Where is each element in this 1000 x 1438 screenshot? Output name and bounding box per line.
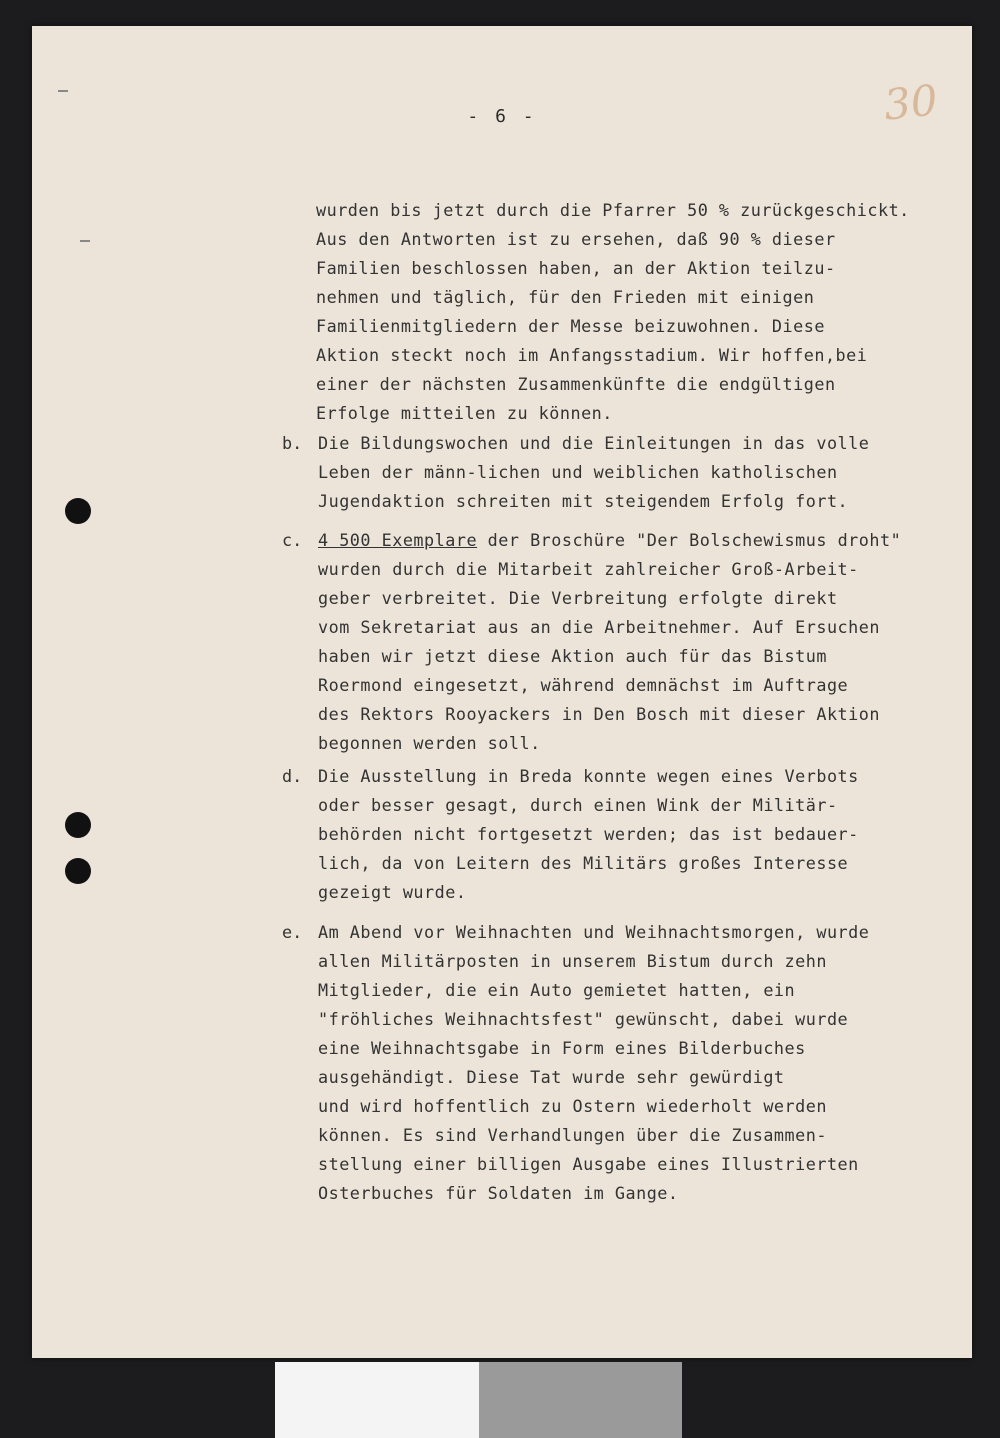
text-line: Die Bildungswochen und die Einleitungen in das volle (318, 433, 870, 453)
text-line: wurden bis jetzt durch die Pfarrer 50 % zurückgeschickt. (316, 200, 910, 220)
document-page (32, 26, 972, 1358)
text-line: Am Abend vor Weihnachten und Weihnachtsmorgen, wurde (318, 922, 870, 942)
text-line: Osterbuches für Soldaten im Gange. (318, 1183, 679, 1203)
calibration-strip-white (275, 1362, 479, 1438)
text-line: Familien beschlossen haben, an der Aktion teilzu- (316, 258, 836, 278)
text-line: gezeigt wurde. (318, 882, 467, 902)
handwritten-folio-number: 30 (881, 75, 940, 130)
text-line: Familienmitgliedern der Messe beizuwohnen. Diese (316, 316, 825, 336)
text-line: können. Es sind Verhandlungen über die Zusammen- (318, 1125, 827, 1145)
text-line: oder besser gesagt, durch einen Wink der Militär- (318, 795, 838, 815)
margin-mark (58, 90, 68, 92)
text-line: Erfolge mitteilen zu können. (316, 403, 613, 423)
text-line: Mitglieder, die ein Auto gemietet hatten, ein (318, 980, 796, 1000)
text-line: eine Weihnachtsgabe in Form eines Bilderbuches (318, 1038, 806, 1058)
punch-hole-middle (65, 812, 91, 838)
margin-mark (80, 240, 90, 242)
text-line: stellung einer billigen Ausgabe eines Illustrierten (318, 1154, 859, 1174)
text-line: Aus den Antworten ist zu ersehen, daß 90 % dieser (316, 229, 836, 249)
text-line: Die Ausstellung in Breda konnte wegen eines Verbots (318, 766, 859, 786)
text-line: lich, da von Leitern des Militärs großes Interesse (318, 853, 849, 873)
text-line: begonnen werden soll. (318, 733, 541, 753)
section-label: b. (282, 433, 303, 453)
calibration-strip-grey (479, 1362, 682, 1438)
text-line: Roermond eingesetzt, während demnächst im Auftrage (318, 675, 849, 695)
text-line: allen Militärposten in unserem Bistum durch zehn (318, 951, 827, 971)
text-line: behörden nicht fortgesetzt werden; das ist bedauer- (318, 824, 859, 844)
text-line: haben wir jetzt diese Aktion auch für das Bistum (318, 646, 827, 666)
underlined-text: 4 500 Exemplare (318, 530, 478, 550)
text-line: Leben der männ-lichen und weiblichen katholischen (318, 462, 838, 482)
text-line: vom Sekretariat aus an die Arbeitnehmer. Auf Ersuchen (318, 617, 880, 637)
text-line: wurden durch die Mitarbeit zahlreicher Groß-Arbeit- (318, 559, 859, 579)
text-line: und wird hoffentlich zu Ostern wiederholt werden (318, 1096, 827, 1116)
text-line: des Rektors Rooyackers in Den Bosch mit dieser Aktion (318, 704, 880, 724)
text-line: "fröhliches Weihnachtsfest" gewünscht, dabei wurde (318, 1009, 849, 1029)
page-number: - 6 - (467, 106, 537, 127)
text-line: einer der nächsten Zusammenkünfte die endgültigen (316, 374, 836, 394)
section-label: d. (282, 766, 303, 786)
text-line: Aktion steckt noch im Anfangsstadium. Wir hoffen,bei (316, 345, 868, 365)
section-label: c. (282, 530, 303, 550)
text-line (318, 526, 901, 555)
punch-hole-bottom (65, 858, 91, 884)
text-line: Jugendaktion schreiten mit steigendem Erfolg fort. (318, 491, 849, 511)
text-line: geber verbreitet. Die Verbreitung erfolgte direkt (318, 588, 838, 608)
section-label: e. (282, 922, 303, 942)
text-line: ausgehändigt. Diese Tat wurde sehr gewürdigt (318, 1067, 785, 1087)
text-span: der Broschüre "Der Bolschewismus droht" (477, 530, 902, 550)
intro-paragraph (316, 196, 910, 428)
punch-hole-top (65, 498, 91, 524)
text-line: nehmen und täglich, für den Frieden mit einigen (316, 287, 815, 307)
